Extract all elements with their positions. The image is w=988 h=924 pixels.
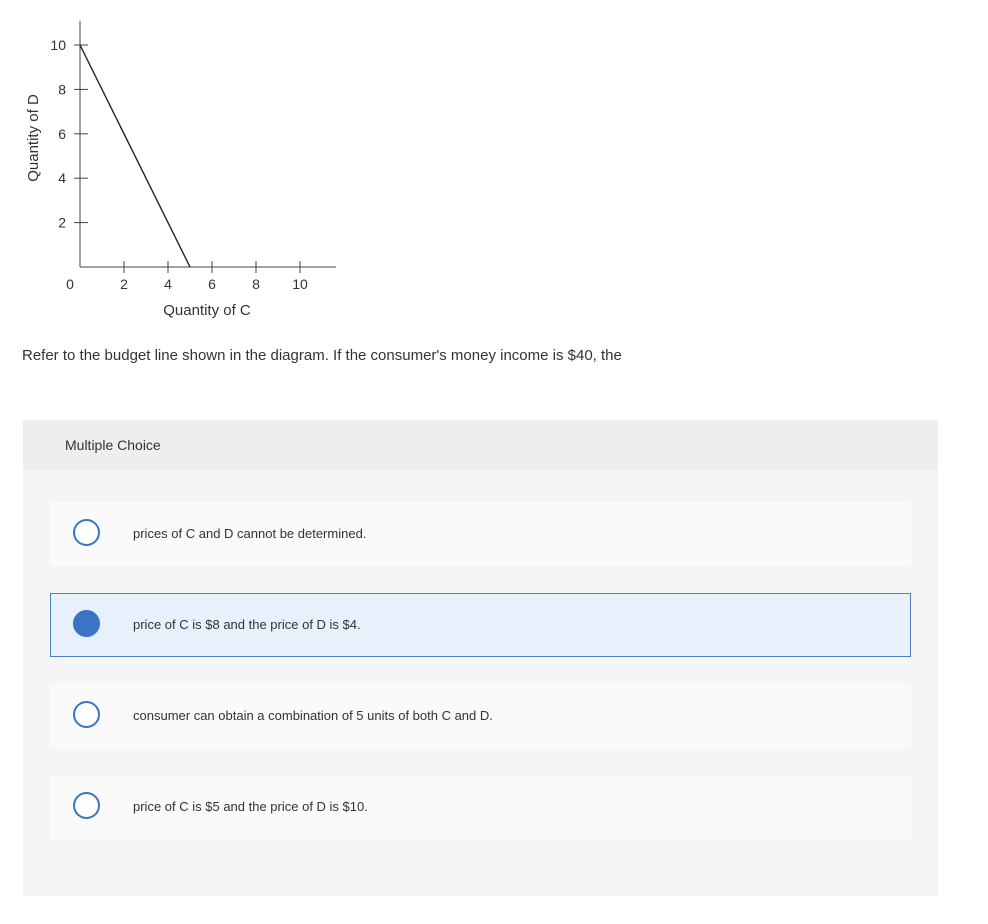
answer-option-text: consumer can obtain a combination of 5 units of both C and D. bbox=[133, 708, 493, 723]
x-tick-label: 10 bbox=[292, 276, 308, 292]
multiple-choice-header bbox=[23, 420, 938, 471]
x-axis-label: Quantity of C bbox=[163, 302, 251, 319]
multiple-choice-label: Multiple Choice bbox=[65, 437, 161, 453]
origin-label: 0 bbox=[66, 276, 74, 292]
x-tick-label: 8 bbox=[252, 276, 260, 292]
answer-option-text: prices of C and D cannot be determined. bbox=[133, 526, 367, 541]
question-text: Refer to the budget line shown in the diagram. If the consumer's money income is $40, the bbox=[22, 347, 622, 364]
y-tick-label: 4 bbox=[58, 170, 66, 187]
radio-button[interactable] bbox=[73, 610, 100, 637]
answer-option-text: price of C is $8 and the price of D is $4. bbox=[133, 617, 361, 632]
x-tick-label: 6 bbox=[208, 276, 216, 292]
budget-line-chart bbox=[0, 0, 360, 330]
radio-button[interactable] bbox=[73, 792, 100, 819]
x-tick-label: 2 bbox=[120, 276, 128, 292]
answer-option-3[interactable] bbox=[50, 684, 911, 748]
budget-line bbox=[80, 45, 190, 267]
answer-option-2[interactable] bbox=[50, 593, 911, 657]
y-tick-label: 2 bbox=[58, 214, 66, 231]
multiple-choice-panel bbox=[23, 420, 938, 896]
radio-button[interactable] bbox=[73, 519, 100, 546]
y-axis-label: Quantity of D bbox=[25, 94, 42, 182]
answer-option-4[interactable] bbox=[50, 775, 911, 839]
answer-option-1[interactable] bbox=[50, 502, 911, 566]
x-tick-label: 4 bbox=[164, 276, 172, 292]
y-tick-label: 6 bbox=[58, 125, 66, 142]
y-tick-label: 10 bbox=[50, 37, 66, 53]
radio-button[interactable] bbox=[73, 701, 100, 728]
answer-option-text: price of C is $5 and the price of D is $10. bbox=[133, 799, 368, 814]
y-tick-label: 8 bbox=[58, 81, 66, 98]
